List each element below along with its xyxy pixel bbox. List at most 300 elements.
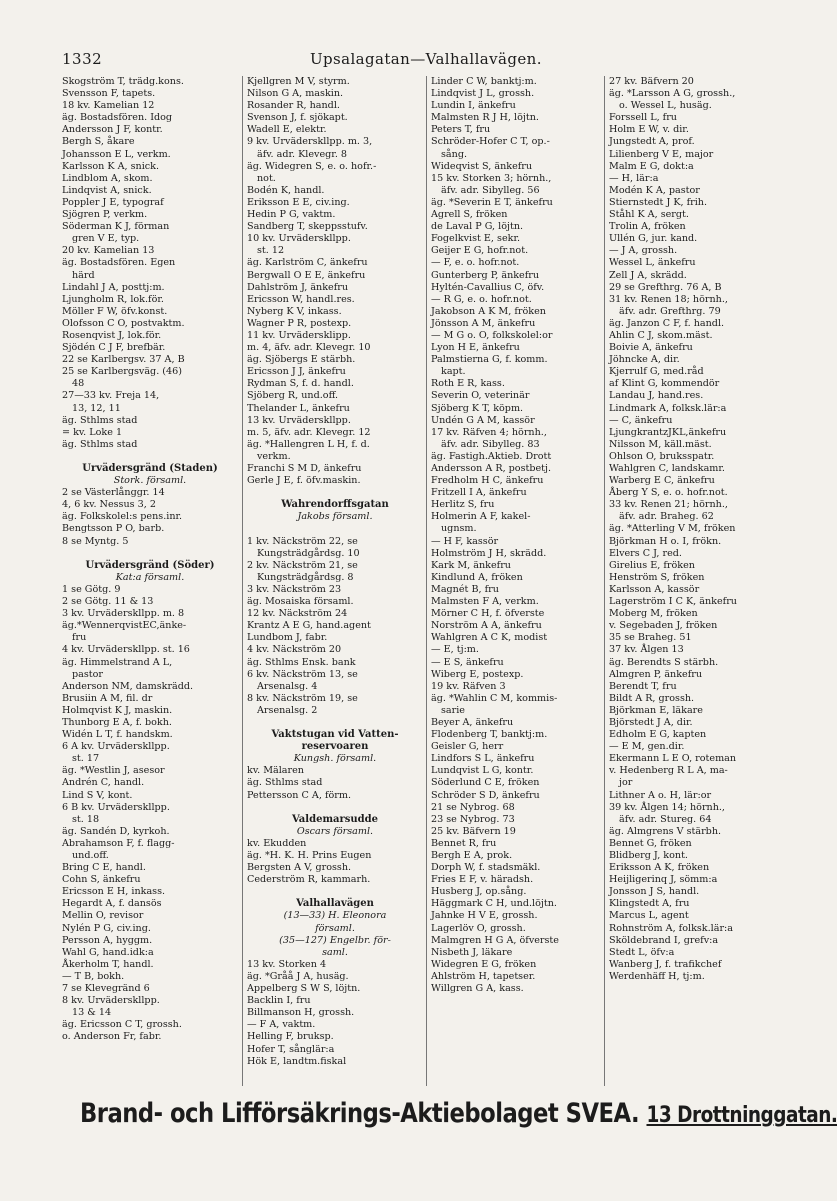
entry-line: 31 kv. Renen 18; hörnh.,	[609, 293, 728, 305]
entry-line: Kark M, änkefru	[431, 559, 511, 571]
entry-line: Bennet R, fru	[431, 837, 497, 849]
entry-line: — T B, bokh.	[62, 970, 125, 982]
entry-line: Boivie A, änkefru	[609, 342, 693, 354]
entry-line: Zell J A, skrädd.	[609, 269, 687, 281]
entry-line: Lindfors S L, änkefru	[431, 753, 535, 765]
entry-line: Trolin A, fröken	[609, 221, 686, 233]
entry-line: Wadell E, elektr.	[247, 124, 327, 136]
blank-line	[247, 523, 423, 535]
entry-line: o. Anderson Fr, fabr.	[62, 1031, 162, 1043]
entry-line: Schröder-Hofer C T, op.-	[431, 136, 550, 148]
entry-line: Klingstedt A, fru	[609, 898, 690, 910]
entry-line: Karlsson A, kassör	[609, 583, 700, 595]
entry-line: äg. Folkskolel:s pens.inr.	[62, 511, 183, 523]
entry-line: Bergwall O E E, änkefru	[247, 269, 366, 281]
advertisement-footer	[80, 1098, 837, 1129]
entry-line: 27—33 kv. Freja 14,	[62, 390, 160, 402]
entry-line: Björstedt J A, dir.	[609, 716, 693, 728]
entry-line: Dahlström J, änkefru	[247, 281, 349, 293]
entry-line: LjungkrantzJKL,änkefru	[609, 426, 727, 438]
entry-line: und.off.	[72, 850, 109, 861]
entry-line: Schröder S D, änkefru	[431, 789, 540, 801]
entry-line: 8 kv. Urväderskllpp.	[62, 995, 160, 1007]
entry-line: Nylén P G, civ.ing.	[62, 922, 151, 934]
entry-line: Hök E, landtm.fiskal	[247, 1055, 347, 1067]
entry-line: Holm E W, v. dir.	[609, 124, 689, 136]
parish-label: Oscars församl.	[296, 825, 374, 837]
entry-line: 12 kv. Näckström 24	[247, 608, 348, 620]
entry-line: Geisler G, herr	[431, 741, 504, 753]
entry-line: äfv. adr. Braheg. 62	[619, 511, 714, 523]
entry-line: 9 kv. Urväderskllpp. m. 3,	[247, 136, 373, 148]
entry-line: — E S, änkefru	[431, 656, 504, 668]
entry-line: 6 A kv. Urväderskllpp.	[62, 741, 170, 753]
entry-line: Henström S, fröken	[609, 571, 705, 583]
entry-line: 18 kv. Kamelian 12	[62, 100, 155, 112]
entry-line: Lundin I, änkefru	[431, 100, 516, 112]
entry-line: Andrén C, handl.	[62, 777, 145, 789]
entry-line: Ericsson E H, inkass.	[62, 886, 166, 898]
entry-line: Andersson A R, postbetj.	[431, 463, 552, 474]
entry-line: 13, 12, 11	[72, 402, 121, 414]
entry-line: 10 kv. Urväderskllpp.	[247, 233, 351, 245]
entry-line: Landau J, hand.res.	[609, 390, 704, 402]
entry-line: Jönsson A M, änkefru	[431, 317, 536, 329]
entry-line: 13 kv. Storken 4	[247, 958, 327, 970]
entry-line: Karlsson K A, snick.	[62, 160, 160, 172]
entry-line: Magnét B, fru	[431, 583, 499, 595]
entry-line: äg. Sjöbergs E stärbh.	[247, 354, 356, 366]
entry-line: Hyltén-Cavallius C, öfv.	[431, 281, 545, 293]
entry-line: Kindlund A, fröken	[431, 571, 523, 583]
entry-line: Warberg E C, änkefru	[609, 475, 715, 487]
street-heading: reservoaren	[301, 741, 369, 753]
entry-line: — F, e. o. hofr.not.	[431, 257, 520, 269]
street-heading: Urvädersgränd (Söder)	[85, 559, 215, 571]
parish-label: Kat:a församl.	[115, 571, 185, 583]
entry-line: sarie	[441, 704, 465, 716]
street-heading: Vaktstugan vid Vatten-	[271, 729, 399, 741]
column-4	[604, 76, 787, 1086]
entry-line: Bergsten A V, grossh.	[247, 862, 352, 874]
entry-line: Abrahamson F, f. flagg-	[62, 837, 175, 849]
entry-line: Holmström J H, skrädd.	[431, 547, 547, 559]
entry-line: äfv. adr. Grefthrg. 79	[619, 305, 721, 317]
entry-line: 2 se Götg. 11 & 13	[62, 596, 154, 608]
entry-line: jor	[619, 777, 633, 789]
running-head: Upsalagatan—Valhallavägen.	[310, 50, 542, 68]
entry-line: Anderson NM, damskrädd.	[62, 680, 194, 692]
entry-line: — H, lär:a	[609, 172, 659, 184]
entry-line: Jakobson A K M, fröken	[431, 305, 546, 317]
entry-line: Severin O, veterinär	[431, 390, 530, 402]
blank-line	[247, 802, 423, 814]
entry-line: Wanberg J, f. trafikchef	[609, 958, 722, 970]
entry-line: 15 kv. Storken 3; hörnh.,	[431, 172, 552, 184]
entry-line: äg. Sthlms stad	[62, 414, 138, 426]
entry-line: Lithner A o. H, lär:or	[609, 789, 712, 801]
entry-line: — H F, kassör	[431, 535, 499, 547]
entry-line: Sjöberg R, und.off.	[247, 390, 339, 402]
entry-line: Herlitz S, fru	[431, 499, 495, 511]
entry-line: härd	[72, 269, 95, 281]
entry-line: Lundqvist L G, kontr.	[431, 765, 534, 777]
entry-line: Wiberg E, postexp.	[431, 668, 524, 680]
entry-line: 13 & 14	[72, 1007, 112, 1019]
entry-line: 3 kv. Urväderskllpp. m. 8	[62, 608, 185, 620]
blank-line	[247, 487, 423, 499]
entry-line: — E M, gen.dir.	[609, 741, 685, 753]
entry-line: Wahlgren C, landskamr.	[609, 463, 725, 474]
entry-line: Poppler J E, typograf	[62, 196, 164, 208]
entry-line: Helling F, bruksp.	[247, 1031, 334, 1043]
entry-line: Stedt L, öfv:a	[609, 946, 675, 958]
entry-line: Olofsson C O, postvaktm.	[62, 317, 185, 329]
footer-company: Brand- och Lifförsäkrings-Aktiebolaget SVEA.	[80, 1098, 640, 1129]
street-heading: Wahrendorffsgatan	[281, 499, 389, 511]
entry-line: Lundbom J, fabr.	[247, 632, 328, 644]
entry-line: = kv. Loke 1	[62, 426, 123, 438]
parish-label: församl.	[315, 922, 355, 934]
entry-line: äg. Sthlms stad	[247, 777, 323, 789]
entry-line: äg. *Westlin J, asesor	[62, 765, 165, 777]
blank-line	[247, 717, 423, 729]
entry-line: Ullén G, jur. kand.	[609, 233, 698, 245]
entry-line: Ståhl K A, sergt.	[609, 209, 689, 221]
entry-line: Cederström R, kammarh.	[247, 874, 371, 886]
entry-line: m. 4, äfv. adr. Klevegr. 10	[247, 342, 371, 354]
entry-line: Cohn S, änkefru	[62, 874, 141, 886]
entry-line: Modén K A, pastor	[609, 184, 700, 196]
entry-line: Malm E G, dokt:a	[609, 160, 694, 172]
entry-line: Ohlson O, bruksspatr.	[609, 450, 715, 462]
entry-line: Pettersson C A, förm.	[247, 789, 352, 801]
page-number: 1332	[62, 50, 103, 68]
entry-line: Lindmark A, folksk.lär:a	[609, 402, 727, 414]
entry-line: äg. *Gråå J A, husäg.	[247, 970, 349, 982]
entry-line: Blidberg J, kont.	[609, 850, 688, 861]
entry-line: Rohnström A, folksk.lär:a	[609, 922, 733, 934]
entry-line: äg. *Atterling V M, fröken	[609, 523, 736, 535]
entry-line: Beyer A, änkefru	[431, 716, 514, 728]
entry-line: Heijligerinq J, sömm:a	[609, 874, 718, 886]
blank-line	[62, 451, 238, 463]
entry-line: Åkerholm T, handl.	[62, 958, 154, 970]
parish-label: saml.	[322, 946, 348, 958]
entry-line: Hegardt A, f. dansös	[62, 898, 162, 910]
entry-line: Bodén K, handl.	[247, 184, 325, 196]
entry-line: Palmstierna G, f. komm.	[431, 354, 548, 366]
entry-line: Björkman E, läkare	[609, 704, 703, 716]
entry-line: — F A, vaktm.	[247, 1019, 316, 1031]
entry-line: Gerle J E, f. öfv.maskin.	[247, 475, 361, 487]
entry-line: Hedin P G, vaktm.	[247, 209, 336, 221]
entry-line: Kungsträdgårdsg. 8	[257, 571, 354, 583]
entry-line: Lindblom A, skom.	[62, 172, 153, 184]
entry-line: Rosenqvist J, lok.för.	[62, 329, 162, 341]
entry-line: fru	[72, 632, 87, 644]
entry-line: Mellin O, revisor	[62, 910, 144, 922]
entry-line: äg. Karlström C, änkefru	[247, 257, 368, 269]
entry-line: äg. *Larsson A G, grossh.,	[609, 88, 736, 100]
street-heading: Valdemarsudde	[291, 813, 379, 825]
entry-line: Roth E R, kass.	[431, 378, 505, 390]
column-3	[426, 76, 601, 1086]
entry-line: de Laval P G, löjtn.	[431, 221, 524, 233]
entry-line: Mörner C H, f. öfverste	[431, 608, 545, 620]
entry-line: Dorph W, f. stadsmäkl.	[431, 862, 541, 874]
entry-line: Lindqvist A, snick.	[62, 184, 152, 196]
entry-line: m. 5, äfv. adr. Klevegr. 12	[247, 426, 371, 438]
entry-line: Wideqvist S, änkefru	[431, 160, 533, 172]
entry-line: Brusiin A M, fil. dr	[62, 692, 153, 704]
entry-line: äg. Himmelstrand A L,	[62, 656, 173, 668]
entry-line: — J A, grossh.	[609, 245, 678, 257]
entry-line: Sköldebrand I, grefv:a	[609, 934, 719, 946]
entry-line: 17 kv. Räfven 4; hörnh.,	[431, 426, 547, 438]
entry-line: Nisbeth J, läkare	[431, 946, 513, 958]
entry-line: Häggmark C H, und.löjtn.	[431, 898, 557, 910]
entry-line: Nilsson M, käll.mäst.	[609, 438, 712, 450]
entry-line: Ljungholm R, lok.för.	[62, 293, 164, 305]
entry-line: Bildt A R, grossh.	[609, 692, 695, 704]
entry-line: 1 kv. Näckström 22, se	[247, 535, 358, 547]
entry-line: Thelander L, änkefru	[247, 402, 350, 414]
entry-line: äg. *Wahlin C M, kommis-	[431, 692, 558, 704]
entry-line: äg. Sthlms Ensk. bank	[247, 656, 356, 668]
entry-line: Norström A A, änkefru	[431, 620, 542, 632]
entry-line: Lindqvist J L, grossh.	[431, 88, 535, 100]
entry-line: äg. Sthlms stad	[62, 438, 138, 450]
entry-line: Wessel L, änkefru	[609, 257, 696, 269]
entry-line: Bergh S, åkare	[62, 136, 135, 148]
entry-line: Fries E F, v. häradsh.	[431, 874, 534, 886]
entry-line: 6 B kv. Urväderskllpp.	[62, 801, 170, 813]
entry-line: Andersson J F, kontr.	[62, 124, 163, 136]
entry-line: 8 kv. Näckström 19, se	[247, 692, 358, 704]
entry-line: Söderman K J, förman	[62, 221, 170, 233]
entry-line: — R G, e. o. hofr.not.	[431, 293, 532, 305]
entry-line: Arsenalsg. 4	[257, 680, 318, 692]
entry-line: Arsenalsg. 2	[257, 704, 318, 716]
entry-line: Ahlin C J, skom.mäst.	[609, 329, 713, 341]
entry-line: Berendt T, fru	[609, 680, 677, 692]
entry-line: 3 kv. Näckström 23	[247, 583, 342, 595]
entry-line: Peters T, fru	[431, 124, 491, 136]
entry-line: 8 se Myntg. 5	[62, 535, 129, 547]
entry-line: 22 se Karlbergsv. 37 A, B	[62, 354, 185, 366]
entry-line: 2 kv. Näckström 21, se	[247, 559, 358, 571]
entry-line: Ericsson W, handl.res.	[247, 293, 355, 305]
entry-line: Wagner P R, postexp.	[247, 317, 352, 329]
entry-line: Jahnke H V E, grossh.	[431, 910, 538, 922]
entry-line: äg. Berendts S stärbh.	[609, 656, 719, 668]
entry-line: Bengtsson P O, barb.	[62, 523, 165, 535]
entry-line: Backlin I, fru	[247, 995, 311, 1007]
entry-line: v. Hedenberg R L A, ma-	[609, 765, 728, 777]
entry-line: äg. Sandén D, kyrkoh.	[62, 825, 170, 837]
entry-line: äfv. adr. Sibylleg. 83	[441, 438, 540, 450]
entry-line: Persson A, hyggm.	[62, 934, 153, 946]
directory-columns	[62, 76, 786, 1086]
entry-line: Nyberg K V, inkass.	[247, 305, 342, 317]
entry-line: 2 se Västerlånggr. 14	[62, 487, 165, 499]
entry-line: kv. Ekudden	[247, 837, 307, 849]
footer-address: 13 Drottninggatan.	[646, 1103, 837, 1128]
entry-line: Almgren P, änkefru	[609, 668, 703, 680]
entry-line: Svenson J, f. sjökapt.	[247, 112, 348, 124]
entry-line: 35 se Braheg. 51	[609, 632, 692, 644]
entry-line: Kjellgren M V, styrm.	[247, 76, 350, 87]
entry-line: st. 17	[72, 753, 100, 765]
entry-line: Åberg Y S, e. o. hofr.not.	[609, 487, 728, 499]
entry-line: 21 se Nybrog. 68	[431, 801, 515, 813]
entry-line: Thunborg E A, f. bokh.	[62, 716, 172, 728]
entry-line: Sjöberg K T, köpm.	[431, 402, 524, 414]
entry-line: Hofer T, sånglär:a	[247, 1043, 335, 1055]
entry-line: verkm.	[257, 450, 291, 462]
entry-line: Eriksson E E, civ.ing.	[247, 196, 350, 208]
entry-line: Rosander R, handl.	[247, 100, 340, 112]
entry-line: Bring C E, handl.	[62, 862, 146, 874]
parish-label: Stork. församl.	[113, 475, 187, 487]
entry-line: Marcus L, agent	[609, 910, 689, 922]
entry-line: 25 kv. Bäfvern 19	[431, 825, 516, 837]
entry-line: Wahlgren A C K, modist	[431, 632, 548, 644]
entry-line: Lagerström I C K, änkefru	[609, 596, 737, 608]
entry-line: äg. *H. K. H. Prins Eugen	[247, 850, 372, 861]
entry-line: Appelberg S W S, löjtn.	[247, 983, 361, 995]
entry-line: Werdenhäff H, tj:m.	[609, 970, 705, 982]
entry-line: — E, tj:m.	[431, 644, 479, 656]
entry-line: sång.	[441, 148, 468, 160]
entry-line: 37 kv. Ålgen 13	[609, 644, 684, 656]
entry-line: Malmgren H G A, öfverste	[431, 934, 559, 946]
entry-line: Lyon H E, änkefru	[431, 342, 520, 354]
entry-line: Bergh E A, prok.	[431, 850, 513, 861]
entry-line: Edholm E G, kapten	[609, 729, 707, 741]
entry-line: Malmsten R J H, löjtn.	[431, 112, 539, 124]
entry-line: Fredholm H C, änkefru	[431, 475, 544, 487]
entry-line: Girelius E, fröken	[609, 559, 695, 571]
parish-label: (35—127) Engelbr. för-	[279, 934, 391, 946]
blank-line	[62, 548, 238, 560]
entry-line: äg. Fastigh.Aktieb. Drott	[431, 450, 552, 462]
page-header	[62, 50, 782, 70]
entry-line: st. 12	[257, 245, 285, 257]
entry-line: v. Segebaden J, fröken	[609, 620, 718, 632]
entry-line: äg.*WennerqvistEC,änke-	[62, 620, 187, 632]
entry-line: not.	[257, 172, 276, 184]
entry-line: Linder C W, banktj:m.	[431, 76, 537, 87]
entry-line: Skogström T, trädg.kons.	[62, 76, 184, 87]
entry-line: st. 18	[72, 813, 100, 825]
entry-line: 6 kv. Näckström 13, se	[247, 668, 358, 680]
entry-line: Forssell L, fru	[609, 112, 677, 124]
entry-line: Jungstedt A, prof.	[609, 136, 695, 148]
parish-label: (13—33) H. Eleonora	[283, 910, 387, 922]
entry-line: Nilson G A, maskin.	[247, 88, 344, 100]
entry-line: 20 kv. Kamelian 13	[62, 245, 155, 257]
entry-line: Bennet G, fröken	[609, 837, 692, 849]
entry-line: 48	[72, 378, 85, 390]
entry-line: Kungsträdgårdsg. 10	[257, 547, 360, 559]
entry-line: Söderlund C E, fröken	[431, 777, 540, 789]
entry-line: Sandberg T, skeppsstufv.	[247, 221, 368, 233]
entry-line: Geijer E G, hofr.not.	[431, 245, 529, 257]
column-2	[242, 76, 423, 1086]
entry-line: 33 kv. Renen 21; hörnh.,	[609, 499, 728, 511]
entry-line: äg. Ericsson C T, grossh.	[62, 1019, 182, 1031]
entry-line: Moberg M, fröken	[609, 608, 698, 620]
entry-line: o. Wessel L, husäg.	[619, 100, 712, 112]
entry-line: 7 se Klevegränd 6	[62, 983, 150, 995]
entry-line: Husberg J, op.sång.	[431, 886, 527, 898]
parish-label: Jakobs församl.	[297, 511, 373, 523]
entry-line: äg. Bostadsfören. Egen	[62, 257, 176, 269]
entry-line: Lind S V, kont.	[62, 789, 133, 801]
entry-line: äg. Janzon C F, f. handl.	[609, 317, 725, 329]
parish-label: Kungsh. församl.	[293, 753, 377, 765]
entry-line: af Klint G, kommendör	[609, 378, 720, 390]
entry-line: Ericsson J J, änkefru	[247, 366, 346, 378]
entry-line: Willgren G A, kass.	[431, 983, 524, 995]
entry-line: äg. Bostadsfören. Idog	[62, 112, 173, 124]
blank-line	[247, 886, 423, 898]
entry-line: Agrell S, fröken	[431, 209, 508, 221]
entry-line: Widén L T, f. handskm.	[62, 729, 173, 741]
entry-line: Widegren E G, fröken	[431, 958, 537, 970]
entry-line: Fritzell I A, änkefru	[431, 487, 527, 499]
entry-line: 13 kv. Urväderskllpp.	[247, 414, 351, 426]
entry-line: Rydman S, f. d. handl.	[247, 378, 354, 390]
entry-line: Krantz A E G, hand.agent	[247, 620, 371, 632]
entry-line: Franchi S M D, änkefru	[247, 463, 362, 474]
entry-line: äg. *Hallengren L H, f. d.	[247, 438, 370, 450]
entry-line: Fogelkvist E, sekr.	[431, 233, 521, 245]
entry-line: kapt.	[441, 366, 466, 378]
entry-line: kv. Mälaren	[247, 765, 304, 777]
entry-line: Jonsson J S, handl.	[609, 886, 700, 898]
entry-line: äg. Almgrens V stärbh.	[609, 825, 722, 837]
entry-line: 27 kv. Bäfvern 20	[609, 76, 694, 87]
entry-line: Malmsten F A, verkm.	[431, 596, 539, 608]
entry-line: äfv. adr. Sibylleg. 56	[441, 184, 540, 196]
entry-line: — M G o. O, folkskolel:or	[431, 329, 553, 341]
entry-line: Stiernstedt J K, frih.	[609, 196, 708, 208]
entry-line: Kjerrulf G, med.råd	[609, 366, 704, 378]
entry-line: Undén G A M, kassör	[431, 414, 535, 426]
entry-line: Lindahl J A, posttj:m.	[62, 281, 165, 293]
entry-line: Sjögren P, verkm.	[62, 209, 148, 221]
entry-line: äg. *Severin E T, änkefru	[431, 196, 553, 208]
entry-line: Holmqvist K J, maskin.	[62, 704, 173, 716]
entry-line: Jöhncke A, dir.	[609, 354, 680, 366]
entry-line: Johansson E L, verkm.	[62, 148, 171, 160]
entry-line: 19 kv. Räfven 3	[431, 680, 506, 692]
entry-line: Möller F W, öfv.konst.	[62, 305, 168, 317]
entry-line: 4 kv. Näckström 20	[247, 644, 342, 656]
entry-line: ugnsm.	[441, 523, 477, 535]
entry-line: Elvers C J, red.	[609, 547, 682, 559]
entry-line: Lilienberg V E, major	[609, 148, 714, 160]
entry-line: 4, 6 kv. Nessus 3, 2	[62, 499, 156, 511]
entry-line: äfv. adr. Stureg. 64	[619, 813, 712, 825]
entry-line: Gunterberg P, änkefru	[431, 269, 540, 281]
entry-line: Flodenberg T, banktj:m.	[431, 729, 548, 741]
entry-line: 23 se Nybrog. 73	[431, 813, 515, 825]
entry-line: Billmanson H, grossh.	[247, 1007, 355, 1019]
